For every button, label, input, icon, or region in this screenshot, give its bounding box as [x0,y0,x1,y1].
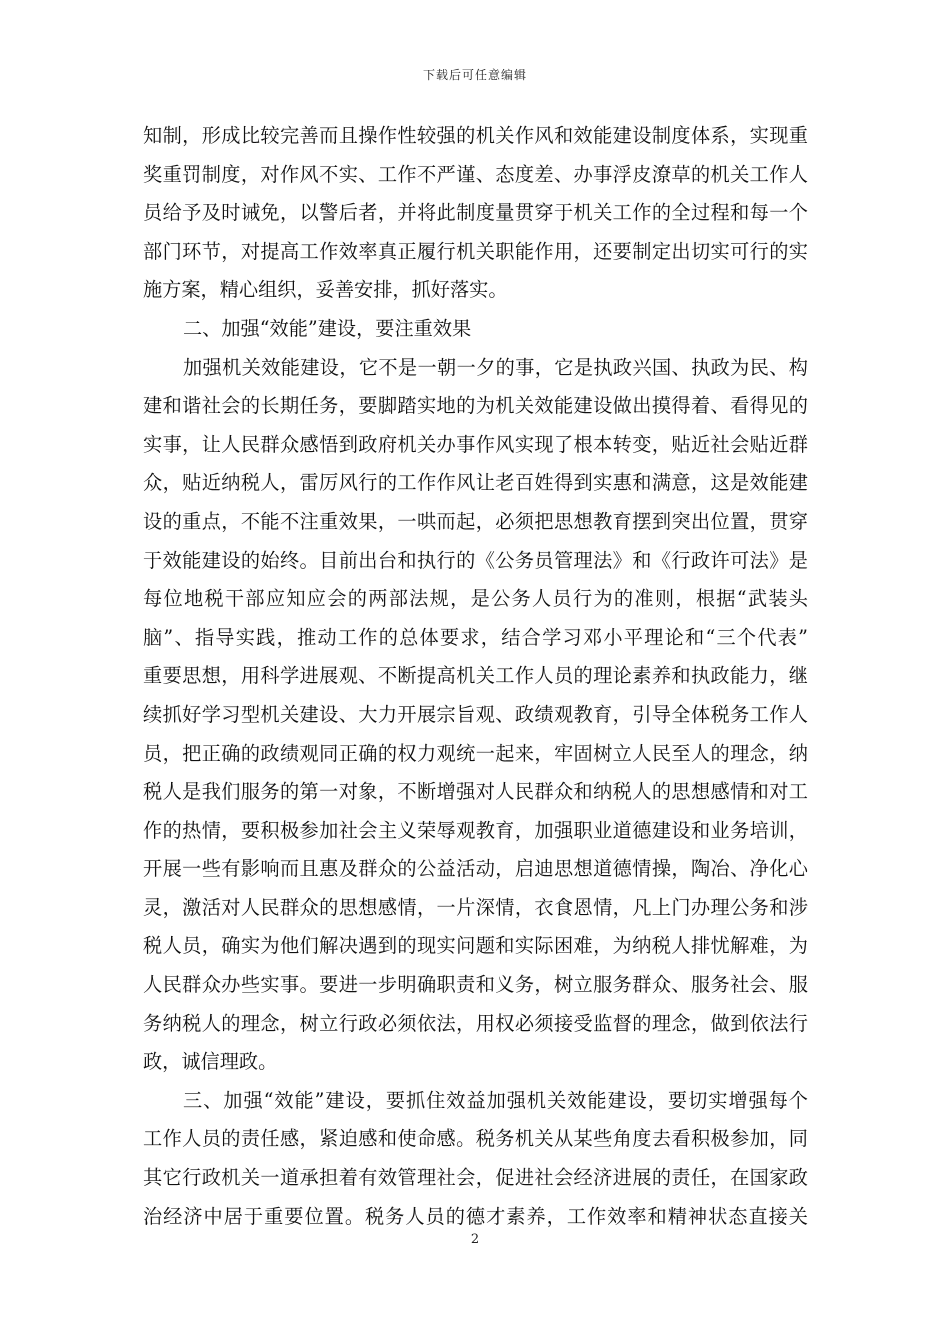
text-line: 开展一些有影响而且惠及群众的公益活动，启迪思想道德情操，陶冶、净化心 [143,857,808,881]
text-line: 部门环节，对提高工作效率真正履行机关职能作用，还要制定出切实可行的实 [143,239,808,263]
text-line: 务纳税人的理念，树立行政必须依法，用权必须接受监督的理念，做到依法行 [143,1011,808,1035]
text-line: 灵，激活对人民群众的思想感情，一片深情，衣食恩情，凡上门办理公务和涉 [143,895,808,919]
text-line: 治经济中居于重要位置。税务人员的德才素养，工作效率和精神状态直接关 [143,1204,808,1228]
text-line: 续抓好学习型机关建设、大力开展宗旨观、政绩观教育，引导全体税务工作人 [143,702,808,726]
text-line: 员给予及时诫免，以警后者，并将此制度量贯穿于机关工作的全过程和每一个 [143,201,808,225]
text-line: 人民群众办些实事。要进一步明确职责和义务，树立服务群众、服务社会、服 [143,973,808,997]
text-line: 脑”、指导实践，推动工作的总体要求，结合学习邓小平理论和“三个代表” [143,625,808,649]
text-line: 奖重罚制度，对作风不实、工作不严谨、态度差、办事浮皮潦草的机关工作人 [143,162,808,186]
text-line: 作的热情，要积极参加社会主义荣辱观教育，加强职业道德建设和业务培训， [143,818,808,842]
text-line: 众，贴近纳税人，雷厉风行的工作作风让老百姓得到实惠和满意，这是效能建 [143,471,808,495]
document-body [143,117,808,1236]
text-line: 员，把正确的政绩观同正确的权力观统一起来，牢固树立人民至人的理念，纳 [143,741,808,765]
text-line: 加强机关效能建设，它不是一朝一夕的事，它是执政兴国、执政为民、构 [183,355,808,379]
page-number: 2 [470,1232,480,1247]
text-line: 建和谐社会的长期任务，要脚踏实地的为机关效能建设做出摸得着、看得见的 [143,394,808,418]
text-line: 每位地税干部应知应会的两部法规，是公务人员行为的准则，根据“武装头 [143,587,808,611]
text-line: 于效能建设的始终。目前出台和执行的《公务员管理法》和《行政许可法》是 [143,548,808,572]
text-line: 实事，让人民群众感悟到政府机关办事作风实现了根本转变，贴近社会贴近群 [143,432,808,456]
text-line: 其它行政机关一道承担着有效管理社会，促进社会经济进展的责任，在国家政 [143,1166,808,1190]
text-line: 税人是我们服务的第一对象，不断增强对人民群众和纳税人的思想感情和对工 [143,780,808,804]
section-heading: 三、加强“效能”建设，要抓住效益加强机关效能建设，要切实增强每个 [183,1088,808,1112]
text-line: 知制，形成比较完善而且操作性较强的机关作风和效能建设制度体系，实现重 [143,124,808,147]
text-line: 重要思想，用科学进展观、不断提高机关工作人员的理论素养和执政能力，继 [143,664,808,688]
text-line: 施方案，精心组织，妥善安排，抓好落实。 [143,278,508,302]
text-line: 税人员，确实为他们解决遇到的现实问题和实际困难，为纳税人排忧解难，为 [143,934,808,958]
text-line: 设的重点，不能不注重效果，一哄而起，必须把思想教育摆到突出位置，贯穿 [143,509,808,533]
text-line: 工作人员的责任感，紧迫感和使命感。税务机关从某些角度去看积极参加，同 [143,1127,808,1151]
section-heading: 二、加强“效能”建设，要注重效果 [183,316,472,340]
page-header: 下载后可任意编辑 [422,68,527,82]
text-line: 政，诚信理政。 [143,1050,278,1074]
